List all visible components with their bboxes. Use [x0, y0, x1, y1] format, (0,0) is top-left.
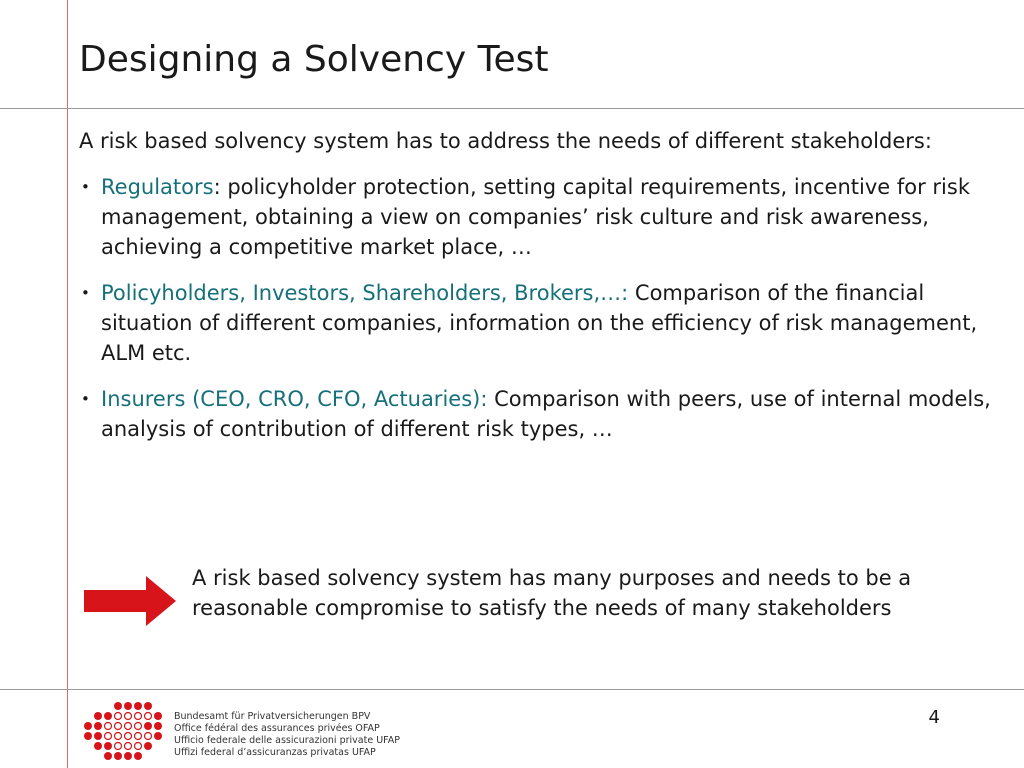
organization-name [174, 711, 400, 759]
bullet-label: Policyholders, Investors, Shareholders, Brokers,…: [101, 281, 629, 305]
bullet-dot-icon: • [81, 284, 90, 302]
right-arrow-icon [84, 576, 176, 626]
bullet-item-policyholders [79, 278, 1014, 368]
conclusion-text: A risk based solvency system has many purposes and needs to be a reasonable compromise to satisfy the needs of many stakeholders [192, 566, 912, 620]
org-line-italian: Ufficio federale delle assicurazioni private UFAP [174, 735, 400, 746]
slide-title: Designing a Solvency Test [79, 39, 549, 80]
slide-body [79, 126, 1014, 444]
org-line-romansh: Uffizi federal d’assicuranzas privatas UFAP [174, 747, 376, 758]
title-divider [0, 108, 1024, 109]
intro-text: A risk based solvency system has to address the needs of different stakeholders: [79, 129, 932, 153]
bullet-dot-icon: • [81, 390, 90, 408]
bullet-text: Comparison with peers, use of internal models, analysis of contribution of different risk types, … [101, 387, 991, 441]
dotted-cross-logo [78, 700, 166, 760]
bullet-dot-icon: • [81, 178, 90, 196]
bullet-label: Insurers (CEO, CRO, CFO, Actuaries): [101, 387, 488, 411]
bullet-text: Comparison of the financial situation of different companies, information on the efficiency of risk management, ALM etc. [101, 281, 978, 365]
bullet-text: : policyholder protection, setting capital requirements, incentive for risk management, obtaining a view on companies’ risk culture and risk awareness, achieving a competitive market place, … [101, 175, 970, 259]
page-number: 4 [928, 707, 940, 728]
bullet-item-insurers [79, 384, 1014, 444]
left-margin-rule [67, 0, 68, 768]
org-line-french: Office fédéral des assurances privées OFAP [174, 723, 380, 734]
footer-divider [0, 689, 1024, 690]
org-line-german: Bundesamt für Privatversicherungen BPV [174, 711, 371, 722]
bullet-label: Regulators [101, 175, 214, 199]
bullet-item-regulators [79, 172, 1014, 262]
